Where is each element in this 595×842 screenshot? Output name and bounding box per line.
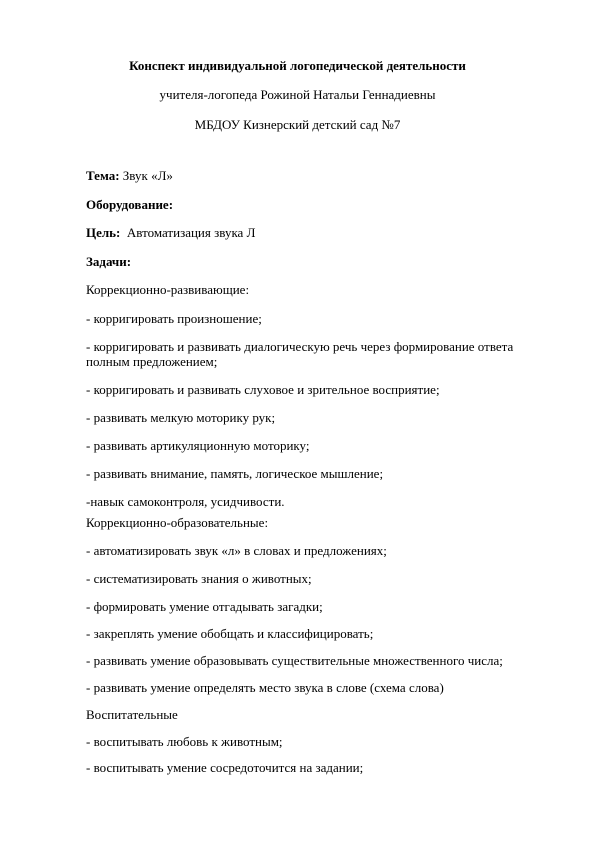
list-item: - развивать внимание, память, логическое мышление;: [86, 466, 384, 481]
list-item: - закреплять умение обобщать и классифицировать;: [86, 626, 374, 641]
goal-value: Автоматизация звука Л: [126, 225, 256, 240]
list-item: - корригировать произношение;: [86, 311, 262, 326]
topic-label: Тема:: [86, 168, 120, 183]
list-item: - развивать артикуляционную моторику;: [86, 438, 310, 453]
equipment-label: Оборудование:: [86, 197, 174, 212]
section-heading-correction-edu: Коррекционно-образовательные:: [86, 515, 269, 530]
list-item: - систематизировать знания о животных;: [86, 571, 312, 586]
topic-value: Звук «Л»: [122, 168, 173, 183]
goal-label: Цель:: [86, 225, 121, 240]
list-item: - корригировать и развивать диалогическую речь через формирование ответа полным предложением;: [86, 339, 514, 369]
list-item: -навык самоконтроля, усидчивости.: [86, 494, 285, 509]
topic-line: [86, 168, 556, 183]
document-title: Конспект индивидуальной логопедической деятельности: [129, 58, 466, 73]
list-item: - корригировать и развивать слуховое и зрительное восприятие;: [86, 382, 440, 397]
list-item: - воспитывать умение сосредоточится на задании;: [86, 760, 364, 775]
section-heading-correction-dev: Коррекционно-развивающие:: [86, 282, 250, 297]
tasks-label: Задачи:: [86, 254, 132, 269]
list-item: - развивать мелкую моторику рук;: [86, 410, 276, 425]
teacher-name: учителя-логопеда Рожиной Натальи Геннадиевны: [159, 87, 436, 102]
goal-line: [86, 225, 556, 240]
organization-name: МБДОУ Кизнерский детский сад №7: [194, 117, 401, 132]
list-item: - развивать умение образовывать существительные множественного числа;: [86, 653, 503, 668]
list-item: - развивать умение определять место звука в слове (схема слова): [86, 680, 444, 695]
list-item: - формировать умение отгадывать загадки;: [86, 599, 323, 614]
section-heading-upbringing: Воспитательные: [86, 707, 178, 722]
list-item: - автоматизировать звук «л» в словах и предложениях;: [86, 543, 387, 558]
list-item: - воспитывать любовь к животным;: [86, 734, 283, 749]
